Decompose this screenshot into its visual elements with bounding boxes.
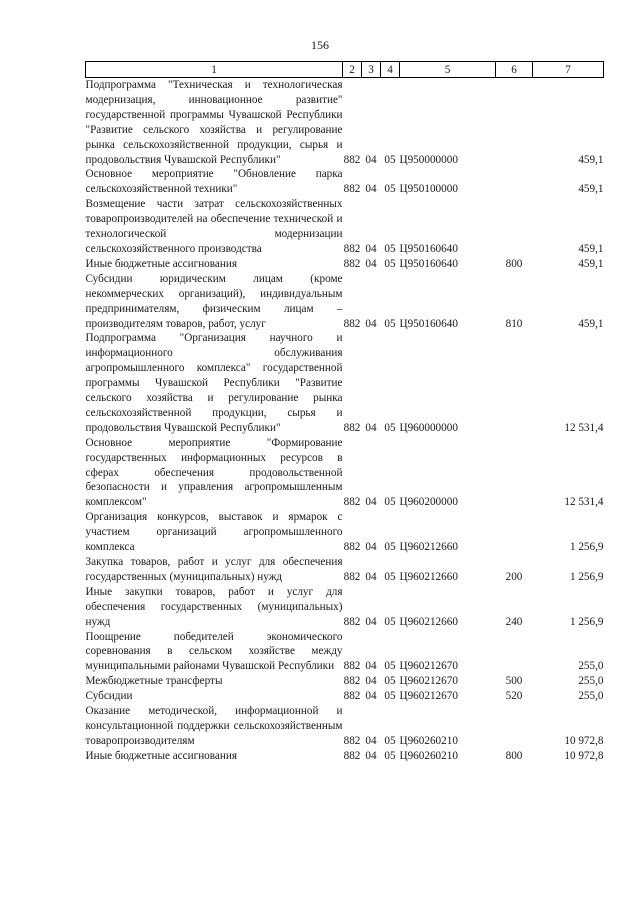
row-name-cell: Иные бюджетные ассигнования — [85, 257, 237, 270]
row-expense-type-cell: 240 — [505, 615, 523, 628]
table-row — [86, 436, 604, 511]
row-target-article-cell: Ц950100000 — [399, 183, 458, 196]
row-subsection-cell: 05 — [384, 675, 396, 688]
row-name-cell: Основное мероприятие "Формирование государственных информационных ресурсов в сферах обеспечения продовольственной безопасности и управления агропромышленным комплексом" — [85, 436, 343, 509]
table-row — [86, 704, 604, 749]
row-target-article-cell: Ц960000000 — [399, 421, 458, 434]
row-section-cell: 04 — [365, 242, 377, 255]
row-amount-cell: 459,1 — [578, 257, 604, 270]
row-section-cell: 04 — [365, 541, 377, 554]
row-amount-cell: 459,1 — [578, 242, 604, 255]
row-name-cell: Подпрограмма "Организация научного и информационного обслуживания агропромышленного комплекса" государственной программы Чувашской Республики "Развитие сельского хозяйства и регулирование рынка сельскохозяйственной продукции, сырья и продовольствия Чувашской Республики" — [85, 332, 343, 434]
row-amount-cell: 12 531,4 — [564, 496, 604, 509]
page-number: 156 — [311, 38, 329, 52]
row-subsection-cell: 05 — [384, 570, 396, 583]
row-grbs-cell: 882 — [343, 496, 361, 509]
table-body — [86, 78, 604, 764]
table-row — [86, 674, 604, 689]
row-amount-cell: 12 531,4 — [564, 421, 604, 434]
row-name-cell: Организация конкурсов, выставок и ярмарок с участием организаций агропромышленного комплекса — [85, 511, 343, 554]
row-section-cell: 04 — [365, 317, 377, 330]
table-row — [86, 331, 604, 435]
row-target-article-cell: Ц950160640 — [399, 257, 458, 270]
row-amount-cell: 1 256,9 — [569, 615, 604, 628]
row-target-article-cell: Ц950160640 — [399, 242, 458, 255]
row-amount-cell: 459,1 — [578, 317, 604, 330]
row-name-cell: Субсидии — [85, 690, 133, 703]
row-subsection-cell: 05 — [384, 690, 396, 703]
row-subsection-cell: 05 — [384, 257, 396, 270]
table-row — [86, 749, 604, 764]
row-target-article-cell: Ц960212670 — [399, 675, 458, 688]
table-row — [86, 555, 604, 585]
row-grbs-cell: 882 — [343, 734, 361, 747]
row-amount-cell: 10 972,8 — [564, 749, 604, 762]
row-section-cell: 04 — [365, 496, 377, 509]
column-header: 3 — [362, 62, 381, 78]
column-header: 4 — [381, 62, 400, 78]
row-expense-type-cell: 200 — [505, 570, 523, 583]
row-expense-type-cell: 500 — [505, 675, 523, 688]
row-amount-cell: 255,0 — [578, 675, 604, 688]
row-subsection-cell: 05 — [384, 183, 396, 196]
column-header: 7 — [533, 62, 604, 78]
row-target-article-cell: Ц960260210 — [399, 734, 458, 747]
row-section-cell: 04 — [365, 660, 377, 673]
row-grbs-cell: 882 — [343, 183, 361, 196]
row-subsection-cell: 05 — [384, 317, 396, 330]
row-grbs-cell: 882 — [343, 749, 361, 762]
column-header: 2 — [343, 62, 362, 78]
table-row — [86, 510, 604, 555]
row-section-cell: 04 — [365, 734, 377, 747]
row-expense-type-cell — [496, 510, 533, 555]
table-row — [86, 197, 604, 257]
row-name-cell: Субсидии юридическим лицам (кроме некоммерческих организаций), индивидуальным предпринимателям, физическим лицам – производителям товаров, работ, услуг — [85, 272, 343, 330]
row-expense-type-cell — [496, 197, 533, 257]
row-name-cell: Оказание методической, информационной и консультационной поддержки сельскохозяйственным товаропроизводителям — [85, 705, 343, 747]
table-row — [86, 689, 604, 704]
row-section-cell: 04 — [365, 749, 377, 762]
row-subsection-cell: 05 — [384, 749, 396, 762]
row-name-cell: Основное мероприятие "Обновление парка сельскохозяйственной техники" — [85, 168, 343, 196]
row-subsection-cell: 05 — [384, 734, 396, 747]
row-expense-type-cell: 810 — [505, 317, 523, 330]
row-name-cell: Закупка товаров, работ и услуг для обеспечения государственных (муниципальных) нужд — [85, 556, 343, 583]
column-header: 5 — [400, 62, 496, 78]
row-grbs-cell: 882 — [343, 421, 361, 434]
row-grbs-cell: 882 — [343, 570, 361, 583]
row-target-article-cell: Ц960260210 — [399, 749, 458, 762]
row-target-article-cell: Ц960200000 — [399, 496, 458, 509]
table-row — [86, 257, 604, 272]
row-expense-type-cell — [496, 78, 533, 168]
row-grbs-cell: 882 — [343, 675, 361, 688]
table-row — [86, 630, 604, 675]
row-name-cell: Возмещение части затрат сельскохозяйственных товаропроизводителей на обеспечение технической и технологической модернизации сельскохозяйственного производства — [85, 198, 343, 255]
row-grbs-cell: 882 — [343, 153, 361, 166]
row-subsection-cell: 05 — [384, 153, 396, 166]
row-grbs-cell: 882 — [343, 690, 361, 703]
row-subsection-cell: 05 — [384, 660, 396, 673]
row-target-article-cell: Ц960212670 — [399, 690, 458, 703]
row-section-cell: 04 — [365, 257, 377, 270]
budget-table — [85, 61, 604, 764]
row-amount-cell: 255,0 — [578, 660, 604, 673]
table-row — [86, 585, 604, 630]
row-expense-type-cell — [496, 704, 533, 749]
row-target-article-cell: Ц960212660 — [399, 541, 458, 554]
row-grbs-cell: 882 — [343, 317, 361, 330]
table-row — [86, 78, 604, 168]
row-target-article-cell: Ц950160640 — [399, 317, 458, 330]
row-amount-cell: 1 256,9 — [569, 541, 604, 554]
row-expense-type-cell — [496, 436, 533, 511]
row-target-article-cell: Ц960212660 — [399, 615, 458, 628]
row-name-cell: Межбюджетные трансферты — [85, 675, 223, 688]
row-amount-cell: 459,1 — [578, 153, 604, 166]
row-grbs-cell: 882 — [343, 660, 361, 673]
row-subsection-cell: 05 — [384, 615, 396, 628]
row-subsection-cell: 05 — [384, 541, 396, 554]
row-subsection-cell: 05 — [384, 421, 396, 434]
row-section-cell: 04 — [365, 615, 377, 628]
row-expense-type-cell — [496, 167, 533, 197]
table-header-row — [86, 62, 604, 78]
row-expense-type-cell — [496, 630, 533, 675]
row-target-article-cell: Ц960212670 — [399, 660, 458, 673]
row-name-cell: Поощрение победителей экономического соревнования в сельском хозяйстве между муниципальными районами Чувашской Республики — [85, 630, 343, 673]
row-section-cell: 04 — [365, 421, 377, 434]
column-header: 6 — [496, 62, 533, 78]
row-expense-type-cell: 800 — [505, 257, 523, 270]
row-grbs-cell: 882 — [343, 615, 361, 628]
row-grbs-cell: 882 — [343, 257, 361, 270]
row-amount-cell: 459,1 — [578, 183, 604, 196]
row-amount-cell: 10 972,8 — [564, 734, 604, 747]
row-name-cell: Иные бюджетные ассигнования — [85, 749, 237, 762]
row-target-article-cell: Ц950000000 — [399, 153, 458, 166]
table-row — [86, 272, 604, 332]
row-grbs-cell: 882 — [343, 242, 361, 255]
table-row — [86, 167, 604, 197]
row-section-cell: 04 — [365, 570, 377, 583]
row-section-cell: 04 — [365, 153, 377, 166]
row-name-cell: Иные закупки товаров, работ и услуг для обеспечения государственных (муниципальных) нужд — [85, 585, 343, 628]
column-header: 1 — [86, 62, 343, 78]
row-target-article-cell: Ц960212660 — [399, 570, 458, 583]
row-expense-type-cell — [496, 331, 533, 435]
row-subsection-cell: 05 — [384, 242, 396, 255]
row-grbs-cell: 882 — [343, 541, 361, 554]
row-subsection-cell: 05 — [384, 496, 396, 509]
row-amount-cell: 255,0 — [578, 690, 604, 703]
row-section-cell: 04 — [365, 675, 377, 688]
row-section-cell: 04 — [365, 690, 377, 703]
row-expense-type-cell: 800 — [505, 749, 523, 762]
row-expense-type-cell: 520 — [505, 690, 523, 703]
row-amount-cell: 1 256,9 — [569, 570, 604, 583]
row-name-cell: Подпрограмма "Техническая и технологическая модернизация, инновационное развитие" государственной программы Чувашской Республики "Развитие сельского хозяйства и регулирование рынка сельскохозяйственной продукции, сырья и продовольствия Чувашской Республики" — [85, 79, 343, 166]
row-section-cell: 04 — [365, 183, 377, 196]
